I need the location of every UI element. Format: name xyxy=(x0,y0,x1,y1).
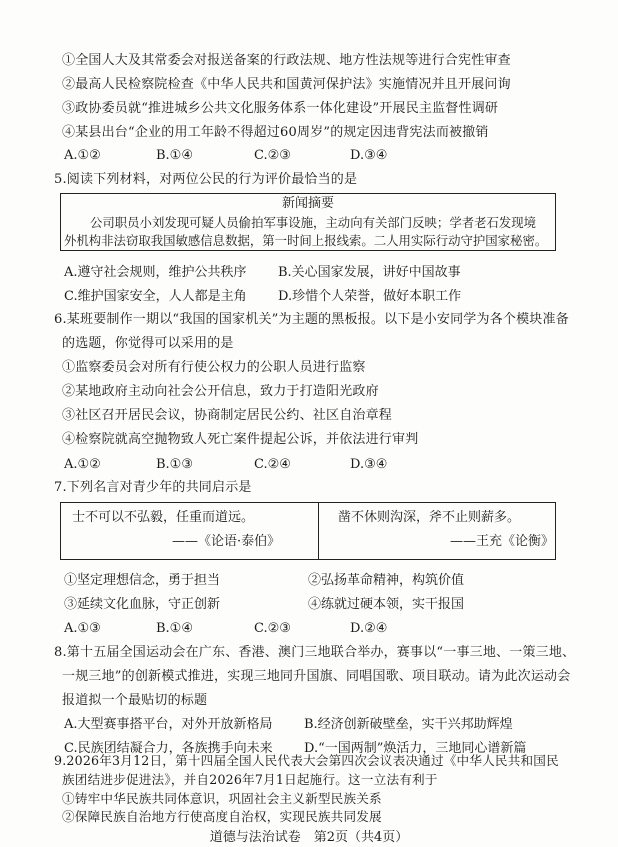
q9-stem-line-1: 9.2026年3月12日，第十四届全国人民代表大会第四次会议表决通过《中华人民共和国民 xyxy=(54,753,559,768)
q7-option-d[interactable]: D.②④ xyxy=(350,621,388,636)
q7-item-2: ②弘扬革命精神，构筑价值 xyxy=(308,573,465,588)
q9-stem-line-2: 族团结进步促进法》，并自2026年7月1日起施行。这一立法有利于 xyxy=(62,772,438,787)
q7-option-a[interactable]: A.①③ xyxy=(64,621,101,636)
q8-option-b[interactable]: B.经济创新破壁垒，实干兴邦助辉煌 xyxy=(304,717,513,732)
q8-stem-line-3: 报道拟一个最贴切的标题 xyxy=(62,693,208,708)
q6-stem-line-1: 6.某班要制作一期以“我国的国家机关”为主题的黑板报。以下是小安同学为各个模块准备 xyxy=(54,312,569,327)
q7-box-divider xyxy=(318,502,319,560)
q6-item-2: ②某地政府主动向社会公开信息，致力于打造阳光政府 xyxy=(62,384,379,399)
q6-option-a[interactable]: A.①② xyxy=(64,457,101,472)
q4-option-c[interactable]: C.②③ xyxy=(254,148,291,163)
q5-box-line-2: 外机构非法窃取我国敏感信息数据，第一时间上报线索。二人用实际行动守护国家秘密。 xyxy=(64,233,548,248)
q8-option-a[interactable]: A.大型赛事搭平台，对外开放新格局 xyxy=(64,717,273,732)
q7-option-c[interactable]: C.②③ xyxy=(254,621,291,636)
q8-stem-line-2: 一规三地”的创新模式推进，实现三地同升国旗、同唱国歌、项目联动。请为此次运动会 xyxy=(62,669,571,684)
q5-box-line-1: 公司职员小刘发现可疑人员偷拍军事设施，主动向有关部门反映；学者老石发现境 xyxy=(90,215,537,230)
q7-item-1: ①坚定理想信念，勇于担当 xyxy=(64,573,221,588)
q7-quote-left: 士不可以不弘毅，任重而道远。 xyxy=(72,510,255,525)
q6-option-b[interactable]: B.①③ xyxy=(156,457,193,472)
q7-option-b[interactable]: B.①④ xyxy=(156,621,193,636)
q4-item-1: ①全国人大及其常委会对报送备案的行政法规、地方性法规等进行合宪性审查 xyxy=(62,53,511,68)
q6-item-1: ①监察委员会对所有行使公权力的公职人员进行监察 xyxy=(62,360,366,375)
q9-item-2: ②保障民族自治地方行使高度自治权，实现民族共同发展 xyxy=(62,809,382,824)
q7-source-right: ——王充《论衡》 xyxy=(450,534,555,549)
q4-option-a[interactable]: A.①② xyxy=(64,148,101,163)
q9-item-1: ①铸牢中华民族共同体意识，巩固社会主义新型民族关系 xyxy=(62,791,382,806)
q5-option-a[interactable]: A.遵守社会规则，维护公共秩序 xyxy=(64,265,247,280)
q4-item-4: ④某县出台“企业的用工年龄不得超过60周岁”的规定因违背宪法而被撤销 xyxy=(62,125,489,140)
q5-stem: 5.阅读下列材料，对两位公民的行为评价最恰当的是 xyxy=(54,172,358,187)
q5-option-b[interactable]: B.关心国家发展，讲好中国故事 xyxy=(278,265,461,280)
q7-quote-right: 凿不休则沟深，斧不止则薪多。 xyxy=(338,510,521,525)
q8-stem-line-1: 8.第十五届全国运动会在广东、香港、澳门三地联合举办，赛事以“一事三地、一策三地、 xyxy=(54,645,576,660)
page-footer: 道德与法治试卷 第2页（共4页） xyxy=(209,830,409,845)
q7-stem: 7.下列名言对青少年的共同启示是 xyxy=(54,480,252,495)
q7-item-3: ③延续文化血脉，守正创新 xyxy=(64,597,221,612)
q6-option-d[interactable]: D.③④ xyxy=(350,457,388,472)
q5-option-c[interactable]: C.维护国家安全，人人都是主角 xyxy=(64,289,247,304)
q4-option-b[interactable]: B.①④ xyxy=(156,148,193,163)
q6-item-3: ③社区召开居民会议，协商制定居民公约、社区自治章程 xyxy=(62,408,393,423)
q8-option-c[interactable]: C.民族团结凝合力，各族携手向未来 xyxy=(64,741,273,756)
q4-item-3: ③政协委员就“推进城乡公共文化服务体系一体化建设”开展民主监督性调研 xyxy=(62,101,499,116)
q4-option-d[interactable]: D.③④ xyxy=(350,148,388,163)
q6-item-4: ④检察院就高空抛物致人死亡案件提起公诉，并依法进行审判 xyxy=(62,432,419,447)
q5-option-d[interactable]: D.珍惜个人荣誉，做好本职工作 xyxy=(278,289,462,304)
q6-option-c[interactable]: C.②④ xyxy=(254,457,291,472)
q5-box-title: 新闻摘要 xyxy=(282,196,335,211)
q4-item-2: ②最高人民检察院检查《中华人民共和国黄河保护法》实施情况并且开展问询 xyxy=(62,77,511,92)
q7-source-left: ——《论语·泰伯》 xyxy=(172,534,281,549)
q7-item-4: ④练就过硬本领，实干报国 xyxy=(308,597,465,612)
q6-stem-line-2: 的选题，你觉得可以采用的是 xyxy=(62,336,234,351)
q8-option-d[interactable]: D.“一国两制”焕活力，三地同心谱新篇 xyxy=(304,741,527,756)
